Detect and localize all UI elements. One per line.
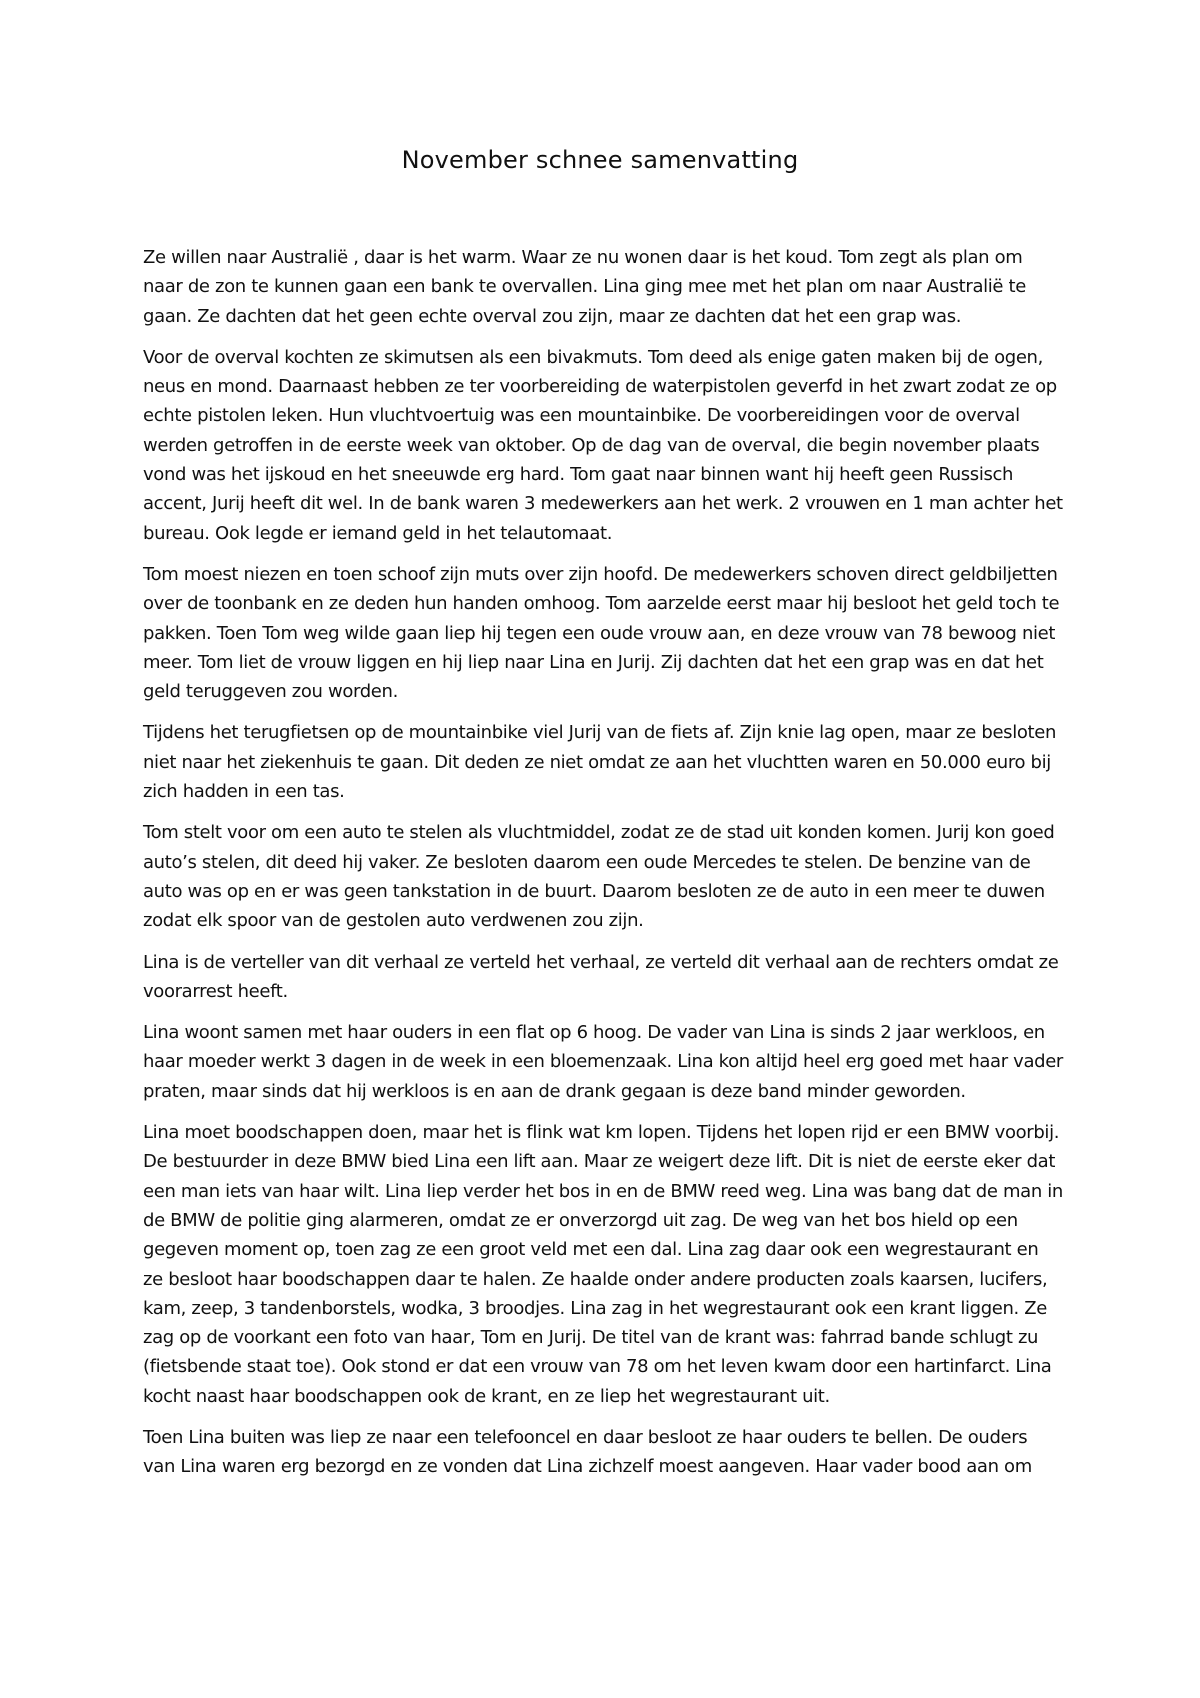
paragraph: Lina is de verteller van dit verhaal ze verteld het verhaal, ze verteld dit verhaal aan de rechters omdat ze voorarrest heeft. <box>143 951 1059 1002</box>
paragraph: Voor de overval kochten ze skimutsen als een bivakmuts. Tom deed als enige gaten maken bij de ogen, neus en mond. Daarnaast hebben ze ter voorbereiding de waterpistolen geverfd in het zwart zodat ze op echte pistolen leken. Hun vluchtvoertuig was een mountainbike. De voorbereidingen voor de overval werden getroffen in de eerste week van oktober. Op de dag van de overval, die begin november plaats vond was het ijskoud en het sneeuwde erg hard. Tom gaat naar binnen want hij heeft geen Russisch accent, Jurij heeft dit wel. In de bank waren 3 medewerkers aan het werk. 2 vrouwen en 1 man achter het bureau. Ook legde er iemand geld in het telautomaat. <box>143 346 1063 544</box>
paragraph: Tom stelt voor om een auto te stelen als vluchtmiddel, zodat ze de stad uit konden komen. Jurij kon goed auto’s stelen, dit deed hij vaker. Ze besloten daarom een oude Mercedes te stelen. De benzine van de auto was op en er was geen tankstation in de buurt. Daarom besloten ze de auto in een meer te duwen zodat elk spoor van de gestolen auto verdwenen zou zijn. <box>143 822 1055 932</box>
paragraph: Tom moest niezen en toen schoof zijn muts over zijn hoofd. De medewerkers schoven direct geldbiljetten over de toonbank en ze deden hun handen omhoog. Tom aarzelde eerst maar hij besloot het geld toch te pakken. Toen Tom weg wilde gaan liep hij tegen een oude vrouw aan, en deze vrouw van 78 bewoog niet meer. Tom liet de vrouw liggen en hij liep naar Lina en Jurij. Zij dachten dat het een grap was en dat het geld teruggeven zou worden. <box>143 563 1060 703</box>
document-title: November schnee samenvatting <box>401 146 799 174</box>
document-body <box>143 243 1063 1494</box>
paragraph: Ze willen naar Australië , daar is het warm. Waar ze nu wonen daar is het koud. Tom zegt als plan om naar de zon te kunnen gaan een bank te overvallen. Lina ging mee met het plan om naar Australië te gaan. Ze dachten dat het geen echte overval zou zijn, maar ze dachten dat het een grap was. <box>143 247 1026 327</box>
paragraph: Lina moet boodschappen doen, maar het is flink wat km lopen. Tijdens het lopen rijd er een BMW voorbij. De bestuurder in deze BMW bied Lina een lift aan. Maar ze weigert deze lift. Dit is niet de eerste eker dat een man iets van haar wilt. Lina liep verder het bos in en de BMW reed weg. Lina was bang dat de man in de BMW de politie ging alarmeren, omdat ze er onverzorgd uit zag. De weg van het bos hield op een gegeven moment op, toen zag ze een groot veld met een dal. Lina zag daar ook een wegrestaurant en ze besloot haar boodschappen daar te halen. Ze haalde onder andere producten zoals kaarsen, lucifers, kam, zeep, 3 tandenborstels, wodka, 3 broodjes. Lina zag in het wegrestaurant ook een krant liggen. Ze zag op de voorkant een foto van haar, Tom en Jurij. De titel van de krant was: fahrrad bande schlugt zu (fietsbende staat toe). Ook stond er dat een vrouw van 78 om het leven kwam door een hartinfarct. Lina kocht naast haar boodschappen ook de krant, en ze liep het wegrestaurant uit. <box>143 1122 1063 1407</box>
paragraph: Toen Lina buiten was liep ze naar een telefooncel en daar besloot ze haar ouders te bellen. De ouders van Lina waren erg bezorgd en ze vonden dat Lina zichzelf moest aangeven. Haar vader bood aan om <box>143 1426 1032 1478</box>
paragraph: Tijdens het terugfietsen op de mountainbike viel Jurij van de fiets af. Zijn knie lag open, maar ze besloten niet naar het ziekenhuis te gaan. Dit deden ze niet omdat ze aan het vluchtten waren en 50.000 euro bij zich hadden in een tas. <box>143 722 1057 803</box>
paragraph: Lina woont samen met haar ouders in een flat op 6 hoog. De vader van Lina is sinds 2 jaar werkloos, en haar moeder werkt 3 dagen in de week in een bloemenzaak. Lina kon altijd heel erg goed met haar vader praten, maar sinds dat hij werkloos is en aan de drank gegaan is deze band minder geworden. <box>143 1022 1063 1102</box>
